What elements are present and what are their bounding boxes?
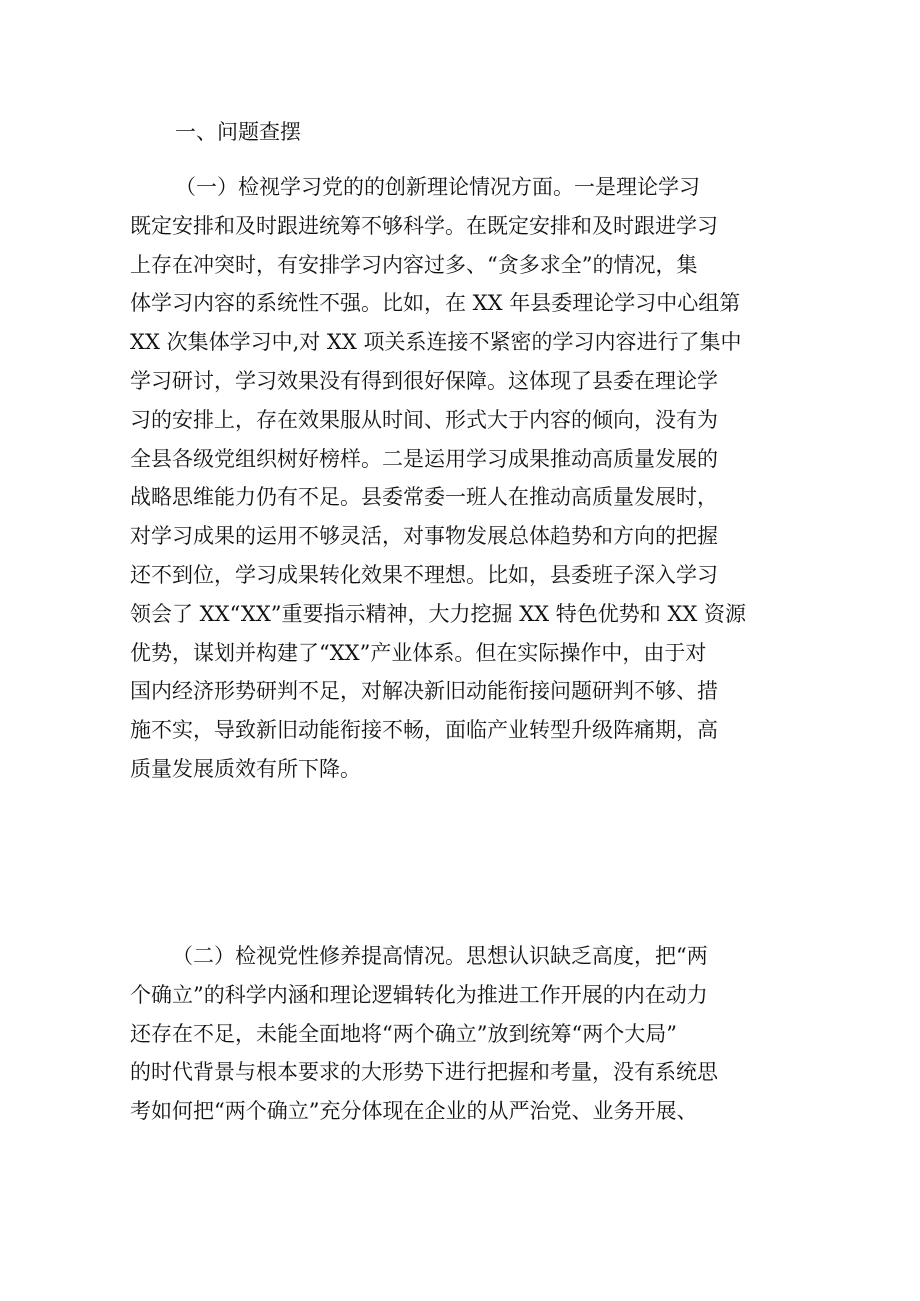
paragraph-line: 领会了 XX“XX”重要指示精神，大力挖掘 XX 特色优势和 XX 资源 (130, 601, 747, 626)
section2-paragraph (130, 937, 790, 1131)
paragraph-line: 体学习内容的系统性不强。比如，在 XX 年县委理论学习中心组第 (130, 291, 741, 316)
paragraph-line: 学习研讨，学习效果没有得到很好保障。这体现了县委在理论学 (130, 368, 718, 393)
paragraph-line: （一）检视学习党的的创新理论情况方面。一是理论学习 (175, 175, 700, 199)
section1-paragraph (130, 168, 790, 789)
paragraph-line: 上存在冲突时，有安排学习内容过多、“贪多求全”的情况，集 (130, 252, 698, 277)
paragraph-line: 质量发展质效有所下降。 (130, 756, 361, 781)
paragraph-line: 还不到位，学习成果转化效果不理想。比如，县委班子深入学习 (130, 562, 718, 587)
paragraph-line: （二）检视党性修养提高情况。思想认识缺乏高度，把“两 (172, 944, 708, 968)
paragraph-line: XX 次集体学习中,对 XX 项关系连接不紧密的学习内容进行了集中 (130, 330, 742, 355)
paragraph-line: 还存在不足，未能全面地将“两个确立”放到统筹“两个大局” (130, 1021, 677, 1046)
paragraph-line: 个确立”的科学内涵和理论逻辑转化为推进工作开展的内在动力 (130, 982, 708, 1007)
paragraph-line: 国内经济形势研判不足，对解决新旧动能衔接问题研判不够、措 (130, 679, 718, 704)
section-heading: 一、问题查摆 (175, 120, 301, 144)
paragraph-line: 全县各级党组织树好榜样。二是运用学习成果推动高质量发展的 (130, 446, 718, 471)
paragraph-line: 既定安排和及时跟进统筹不够科学。在既定安排和及时跟进学习 (130, 213, 718, 238)
paragraph-line: 施不实，导致新旧动能衔接不畅，面临产业转型升级阵痛期，高 (130, 718, 718, 743)
paragraph-line: 战略思维能力仍有不足。县委常委一班人在推动高质量发展时， (130, 485, 718, 510)
paragraph-line: 考如何把“两个确立”充分体现在企业的从严治党、业务开展、 (130, 1099, 698, 1124)
paragraph-line: 习的安排上，存在效果服从时间、形式大于内容的倾向，没有为 (130, 407, 718, 432)
paragraph-line: 对学习成果的运用不够灵活，对事物发展总体趋势和方向的把握 (130, 524, 718, 549)
paragraph-line: 的时代背景与根本要求的大形势下进行把握和考量，没有系统思 (130, 1060, 718, 1085)
paragraph-line: 优势，谋划并构建了“XX”产业体系。但在实际操作中，由于对 (130, 640, 707, 665)
